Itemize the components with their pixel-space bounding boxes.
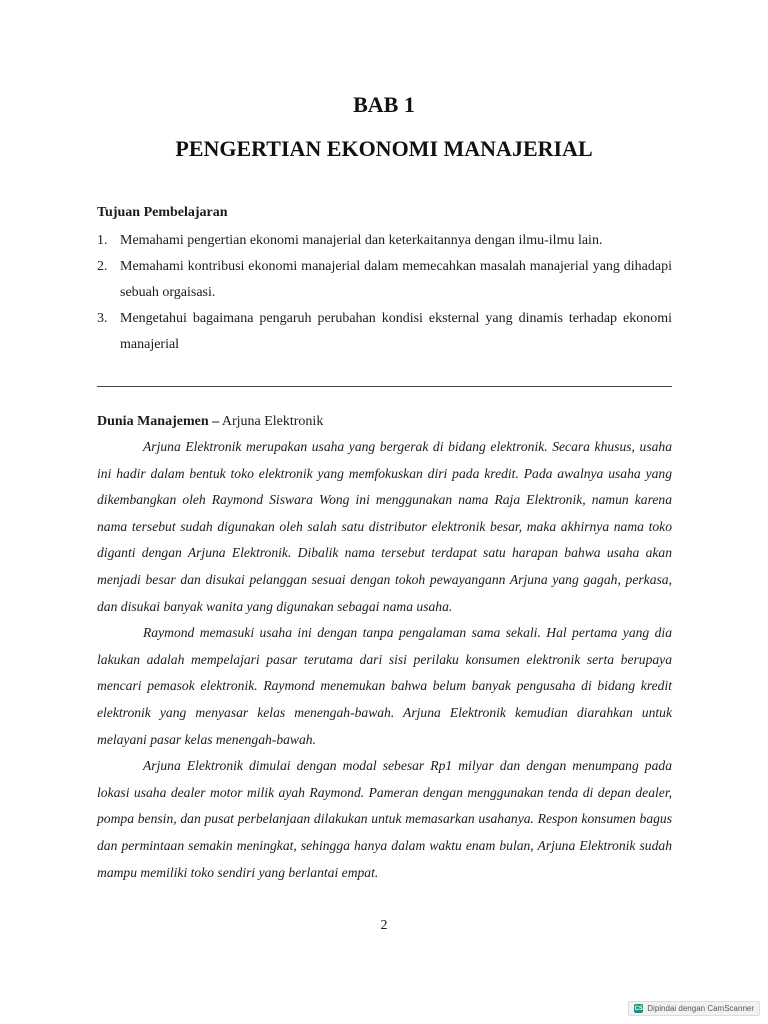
objective-item	[97, 228, 672, 254]
objective-number: 2.	[97, 259, 108, 274]
section-heading-bold: Dunia Manajemen –	[97, 414, 220, 429]
objective-number: 3.	[97, 311, 108, 326]
section-divider	[97, 386, 672, 387]
objective-text: Memahami kontribusi ekonomi manajerial dalam memecahkan masalah manajerial yang dihadapi sebuah orgaisasi.	[120, 259, 672, 300]
chapter-number: BAB 1	[353, 92, 415, 117]
objective-item	[97, 306, 672, 358]
chapter-title: PENGERTIAN EKONOMI MANAJERIAL	[175, 136, 593, 161]
body-paragraph: Arjuna Elektronik merupakan usaha yang bergerak di bidang elektronik. Secara khusus, usaha ini hadir dalam bentuk toko elektronik yang memfokuskan diri pada kredit. Pada awalnya usaha yang dikembangkan oleh Raymond Siswara Wong ini menggunakan nama Raja Elektronik, namun karena nama tersebut sudah digunakan oleh salah satu distributor elektronik besar, maka akhirnya nama toko diganti dengan Arjuna Elektronik. Dibalik nama tersebut terdapat satu harapan bahwa usaha akan menjadi besar dan disukai pelanggan sesuai dengan tokoh pewayangann Arjuna yang gagah, perkasa, dan disukai banyak wanita yang digunakan sebagai nama usaha.	[97, 439, 672, 614]
objective-text: Memahami pengertian ekonomi manajerial dan keterkaitannya dengan ilmu-ilmu lain.	[120, 233, 603, 248]
camscanner-watermark	[628, 1001, 760, 1016]
objectives-heading: Tujuan Pembelajaran	[97, 205, 228, 220]
body-paragraph: Arjuna Elektronik dimulai dengan modal sebesar Rp1 milyar dan dengan menumpang pada lokasi usaha dealer motor milik ayah Raymond. Pameran dengan menggunakan tenda di depan dealer, pompa bensin, dan pusat perbelanjaan dilakukan untuk memasarkan usahanya. Respon konsumen bagus dan permintaan semakin meningkat, sehingga hanya dalam waktu enam bulan, Arjuna Elektronik sudah mampu memiliki toko sendiri yang berlantai empat.	[97, 758, 672, 880]
camscanner-label: Dipindai dengan CamScanner	[647, 1004, 754, 1013]
section-heading	[97, 414, 323, 430]
page-number: 2	[380, 918, 388, 933]
objective-number: 1.	[97, 233, 108, 248]
objectives-list	[97, 228, 672, 358]
section-heading-rest: Arjuna Elektronik	[219, 414, 324, 429]
section-body	[97, 434, 672, 886]
body-paragraph: Raymond memasuki usaha ini dengan tanpa pengalaman sama sekali. Hal pertama yang dia lakukan adalah mempelajari pasar terutama dari sisi perilaku konsumen elektronik serta berupaya mencari pemasok elektronik. Raymond menemukan bahwa belum banyak pengusaha di bidang kredit elektronik yang menyasar kelas menengah-bawah. Arjuna Elektronik kemudian diarahkan untuk melayani pasar kelas menengah-bawah.	[97, 625, 672, 747]
objective-text: Mengetahui bagaimana pengaruh perubahan kondisi eksternal yang dinamis terhadap ekonomi manajerial	[120, 311, 672, 352]
objective-item	[97, 254, 672, 306]
camscanner-icon: CS	[634, 1005, 643, 1012]
